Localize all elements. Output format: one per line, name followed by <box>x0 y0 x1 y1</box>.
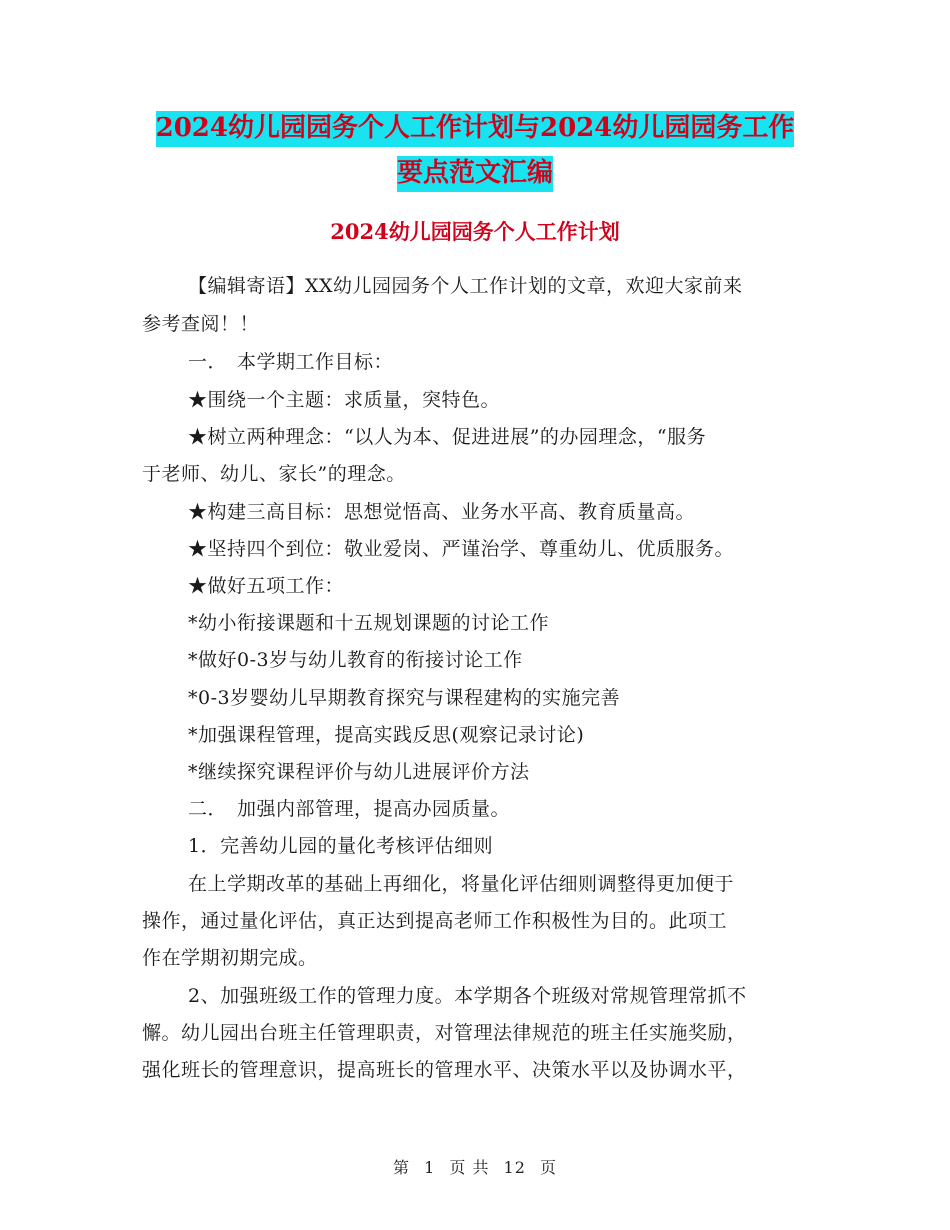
paragraph-line: *加强课程管理，提高实践反思(观察记录讨论) <box>188 724 585 746</box>
paragraph-line: 一． 本学期工作目标： <box>188 351 394 373</box>
paragraph-line: *做好0-3岁与幼儿教育的衔接讨论工作 <box>188 649 523 671</box>
paragraph-line: *幼小衔接课题和十五规划课题的讨论工作 <box>188 612 550 634</box>
paragraph-line: *继续探究课程评价与幼儿进展评价方法 <box>188 761 530 783</box>
paragraph-line: ★构建三高目标：思想觉悟高、业务水平高、教育质量高。 <box>188 501 696 523</box>
paragraph-line: 懈。幼儿园出台班主任管理职责，对管理法律规范的班主任实施奖励， <box>142 1022 747 1044</box>
paragraph-line: 于老师、幼儿、家长”的理念。 <box>142 463 406 485</box>
document-title-line-1 <box>140 115 810 141</box>
section-title: 2024幼儿园园务个人工作计划 <box>330 219 620 244</box>
footer-mid: 页 共 <box>449 1158 490 1177</box>
paragraph-line: ★围绕一个主题：求质量，突特色。 <box>188 389 501 411</box>
page-number-footer <box>0 1155 950 1178</box>
paragraph-line: 1．完善幼儿园的量化考核评估细则 <box>188 835 494 857</box>
paragraph-line: ★做好五项工作： <box>188 575 345 597</box>
paragraph-line: 强化班长的管理意识，提高班长的管理水平、决策水平以及协调水平， <box>142 1059 747 1081</box>
paragraph-line: *0-3岁婴幼儿早期教育探究与课程建构的实施完善 <box>188 687 621 709</box>
paragraph-line: 操作，通过量化评估，真正达到提高老师工作积极性为目的。此项工 <box>142 910 728 932</box>
paragraph-line: ★坚持四个到位：敬业爱岗、严谨治学、尊重幼儿、优质服务。 <box>188 538 735 560</box>
document-title-line-2 <box>140 160 810 186</box>
paragraph-line: 参考查阅！！ <box>142 313 260 335</box>
paragraph-line: 【编辑寄语】XX幼儿园园务个人工作计划的文章，欢迎大家前来 <box>188 275 743 297</box>
paragraph-line: 2、加强班级工作的管理力度。本学期各个班级对常规管理常抓不 <box>188 985 747 1007</box>
current-page-number: 1 <box>424 1158 436 1177</box>
paragraph-line: ★树立两种理念：“以人为本、促进进展”的办园理念，“服务 <box>188 426 707 448</box>
paragraph-line: 作在学期初期完成。 <box>142 947 318 969</box>
paragraph-line: 在上学期改革的基础上再细化，将量化评估细则调整得更加便于 <box>188 873 735 895</box>
footer-prefix: 第 <box>392 1158 410 1177</box>
title-highlight-2: 要点范文汇编 <box>397 156 553 192</box>
title-highlight-1: 2024幼儿园园务个人工作计划与2024幼儿园园务工作 <box>156 111 795 147</box>
paragraph-line: 二． 加强内部管理，提高办园质量。 <box>188 798 511 820</box>
footer-suffix: 页 <box>540 1158 558 1177</box>
total-page-count: 12 <box>503 1158 526 1177</box>
